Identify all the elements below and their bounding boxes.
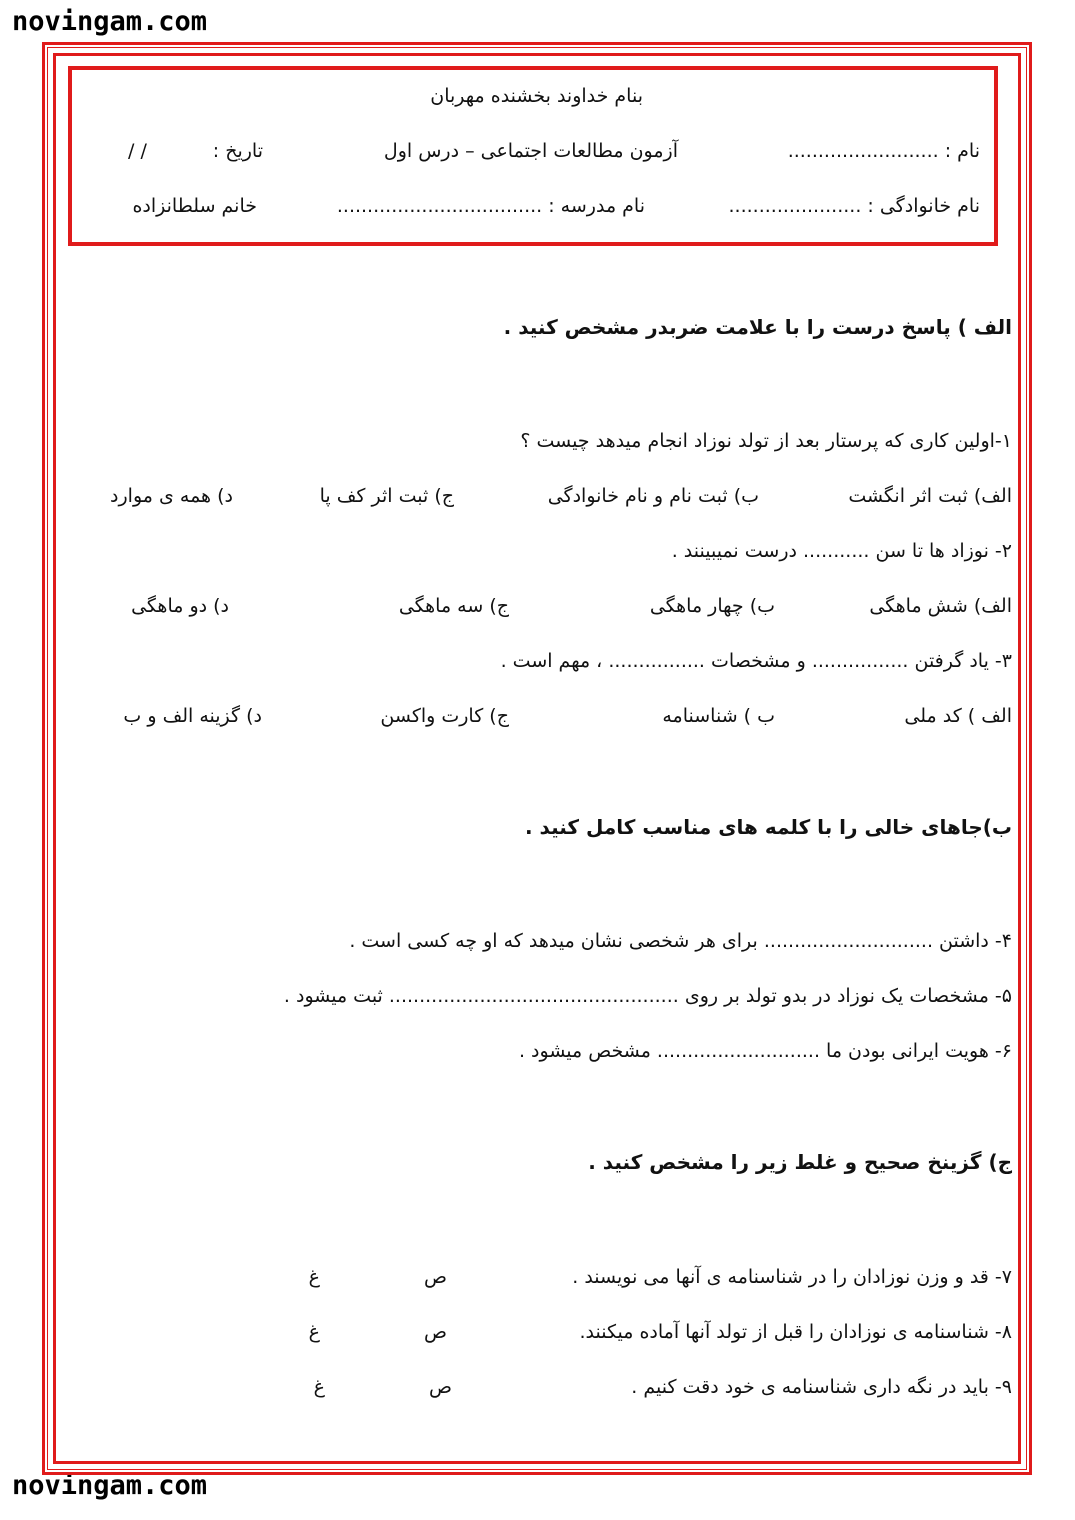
- false-mark: غ: [308, 1321, 320, 1343]
- teacher-name: خانم سلطانزاده: [132, 195, 257, 217]
- bismillah-line: بنام خداوند بخشنده مهربان: [430, 85, 643, 107]
- fill-blank-6: ۶- هویت ایرانی بودن ما ........................... مشخص میشود .: [518, 1040, 1012, 1062]
- question-3: ۳- یاد گرفتن ................ و مشخصات ................ ، مهم است .: [500, 650, 1012, 672]
- question-1: ۱-اولین کاری که پرستار بعد از تولد نوزاد انجام میدهد چیست ؟: [520, 430, 1012, 452]
- true-mark: ص: [424, 1266, 447, 1288]
- q3-option-d: د) گزینه الف و ب: [123, 705, 262, 727]
- q2-option-a: الف) شش ماهگی: [869, 595, 1012, 617]
- q3-option-c: ج) کارت واکسن: [380, 705, 509, 727]
- q2-option-c: ج) سه ماهگی: [398, 595, 509, 617]
- q1-option-c: ج) ثبت اثر کف پا: [319, 485, 454, 507]
- question-2: ۲- نوزاد ها تا سن ........... درست نمیبینند .: [671, 540, 1012, 562]
- q3-option-a: الف ) کد ملی: [904, 705, 1012, 727]
- q1-option-a: الف) ثبت اثر انگشت: [848, 485, 1012, 507]
- date-label: تاریخ :: [212, 140, 263, 162]
- section-c-title: ج) گزینخ صحیح و غلط زیر را مشخص کنید .: [588, 1150, 1012, 1174]
- q2-option-b: ب) چهار ماهگی: [649, 595, 775, 617]
- true-mark: ص: [424, 1321, 447, 1343]
- fill-blank-4: ۴- داشتن ............................ برای هر شخصی نشان میدهد که او چه کسی است .: [349, 930, 1012, 952]
- true-false-9: ۹- باید در نگه داری شناسنامه ی خود دقت کنیم .: [631, 1376, 1012, 1398]
- school-name-field: نام مدرسه : ..................................: [336, 195, 645, 217]
- true-false-7: ۷- قد و وزن نوزادان را در شناسنامه ی آنها می نویسند .: [572, 1266, 1012, 1288]
- site-watermark: novingam.com: [12, 1470, 208, 1501]
- family-name-field: نام خانوادگی : ......................: [728, 195, 980, 217]
- exam-title: آزمون مطالعات اجتماعی – درس اول: [383, 140, 678, 162]
- true-false-8: ۸- شناسنامه ی نوزادان را قبل از تولد آنها آماده میکنند.: [579, 1321, 1012, 1343]
- q2-option-d: د) دو ماهگی: [131, 595, 229, 617]
- student-name-field: نام : .........................: [787, 140, 980, 162]
- q3-option-b: ب ) شناسنامه: [662, 705, 775, 727]
- true-mark: ص: [429, 1376, 452, 1398]
- site-watermark: novingam.com: [12, 6, 208, 37]
- section-a-title: الف ) پاسخ درست را با علامت ضربدر مشخص کنید .: [503, 315, 1012, 339]
- q1-option-b: ب) ثبت نام و نام خانوادگی: [547, 485, 759, 507]
- date-slashes: / /: [128, 140, 147, 162]
- section-b-title: ب)جاهای خالی را با کلمه های مناسب کامل کنید .: [524, 815, 1012, 839]
- false-mark: غ: [313, 1376, 325, 1398]
- page-border-inner: [53, 53, 1021, 1464]
- q1-option-d: د) همه ی موارد: [110, 485, 233, 507]
- fill-blank-5: ۵- مشخصات یک نوزاد در بدو تولد بر روی ................................................ ثبت میشود .: [283, 985, 1012, 1007]
- false-mark: غ: [308, 1266, 320, 1288]
